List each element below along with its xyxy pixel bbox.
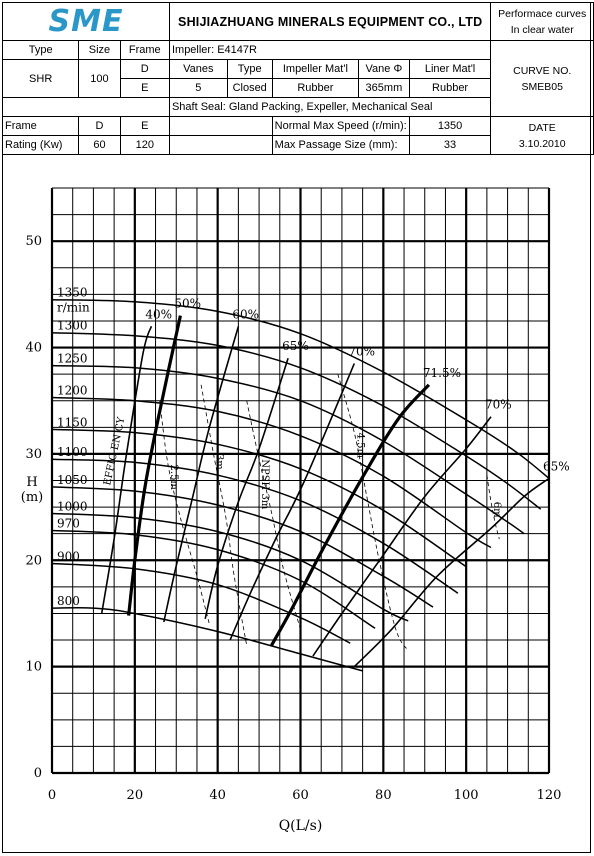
size-label: Size (79, 41, 120, 60)
speed-label: 1300 (56, 318, 88, 333)
speed-label: 970 (56, 516, 80, 531)
performance-caption-line2: In clear water (510, 23, 574, 36)
y-tick-label: 30 (25, 446, 42, 462)
vanes-value: 5 (169, 79, 227, 98)
vanes-label: Vanes (169, 60, 227, 79)
npsh-curve (160, 401, 210, 624)
liner-material-label: Liner Mat'l (409, 60, 491, 79)
date-label: DATE (528, 121, 556, 134)
impeller-material-value: Rubber (272, 79, 358, 98)
y-tick-label: 0 (33, 766, 42, 781)
efficiency-pct-label: 65% (282, 339, 309, 354)
size-value: 100 (79, 60, 120, 98)
y-tick-label: 10 (25, 659, 42, 675)
x-tick-label: 80 (375, 788, 392, 803)
type-value: SHR (3, 60, 79, 98)
npsh-label: 6m (491, 501, 503, 518)
npsh-label: NPSH 3m (259, 459, 271, 510)
speed-curve (52, 564, 350, 644)
rating-d-label: D (79, 117, 120, 136)
speed-curve (52, 487, 433, 607)
x-tick-label: 0 (47, 788, 57, 803)
frame-e: E (120, 79, 169, 98)
impeller-type-label: Type (227, 60, 272, 79)
type-label: Type (3, 41, 79, 60)
logo-text: SME (48, 3, 124, 39)
x-tick-label: 40 (209, 788, 226, 803)
y-tick-label: 40 (25, 340, 42, 356)
shaft-seal: Shaft Seal: Gland Packing, Expeller, Mechanical Seal (169, 98, 490, 117)
speed-curve (52, 366, 524, 534)
frame-rating-label-1: Frame (3, 117, 79, 136)
frame-d: D (120, 60, 169, 79)
impeller-material-label: Impeller Mat'l (272, 60, 358, 79)
vane-diameter-value: 365mm (359, 79, 410, 98)
frame-label: Frame (120, 41, 169, 60)
npsh-label: 2.5m (167, 464, 179, 490)
impeller-type-value: Closed (227, 79, 272, 98)
max-passage-value: 33 (409, 136, 491, 155)
rating-d-value: 60 (79, 136, 120, 155)
npsh-label: 4.5m (354, 432, 366, 459)
x-tick-label: 60 (292, 788, 309, 803)
curve-number-label: CURVE NO. (513, 64, 572, 77)
max-passage-label: Max Passage Size (mm): (272, 136, 409, 155)
performance-caption-line1: Performace curves (498, 7, 587, 20)
efficiency-pct-label: 70% (485, 397, 512, 412)
max-speed-label: Normal Max Speed (r/min): (272, 117, 409, 136)
x-axis-label: Q(L/s) (278, 818, 323, 834)
speed-curve (52, 514, 408, 621)
efficiency-pct-label: 40% (145, 307, 173, 322)
speed-unit-label: r/min (56, 300, 90, 315)
efficiency-label: EFFIC EN CY (102, 416, 128, 487)
chart-grid (52, 188, 549, 773)
speed-label: 1050 (56, 472, 88, 487)
speed-label: 1000 (56, 499, 88, 514)
rating-e-label: E (120, 117, 169, 136)
company-name: SHIJIAZHUANG MINERALS EQUIPMENT CO., LTD (169, 3, 490, 41)
x-tick-label: 20 (126, 788, 144, 803)
npsh-label: 3m (213, 453, 225, 470)
efficiency-pct-label: 65% (543, 459, 570, 474)
speed-label: 1350 (56, 285, 88, 300)
speed-label: 1200 (56, 383, 88, 398)
speed-label: 1250 (56, 351, 88, 366)
efficiency-pct-label: 70% (348, 344, 376, 359)
curve-number-value: SMEB05 (521, 80, 563, 93)
efficiency-pct-label: 50% (174, 296, 202, 311)
max-speed-value: 1350 (409, 117, 491, 136)
liner-material-value: Rubber (409, 79, 491, 98)
rating-e-value: 120 (120, 136, 169, 155)
date-value: 3.10.2010 (518, 137, 566, 150)
speed-label: 1100 (56, 445, 88, 460)
impeller-label: Impeller: E4147R (169, 41, 490, 60)
x-tick-label: 120 (536, 788, 562, 803)
npsh-curves (160, 374, 503, 651)
speed-label: 800 (56, 594, 80, 609)
efficiency-pct-label: 60% (232, 307, 260, 322)
y-tick-label: 50 (25, 234, 42, 250)
efficiency-curve (230, 364, 354, 641)
vane-diameter-label: Vane Φ (359, 60, 410, 79)
y-axis-label: H (26, 475, 38, 490)
efficiency-pct-label: 71.5% (422, 365, 462, 380)
y-tick-label: 20 (25, 553, 42, 569)
speed-label: 900 (56, 549, 80, 564)
speed-curve (52, 608, 363, 671)
speed-label: 1150 (56, 415, 88, 430)
frame-rating-label-2: Rating (Kw) (3, 136, 79, 155)
x-tick-label: 100 (453, 788, 479, 803)
y-axis-label: (m) (20, 490, 44, 505)
